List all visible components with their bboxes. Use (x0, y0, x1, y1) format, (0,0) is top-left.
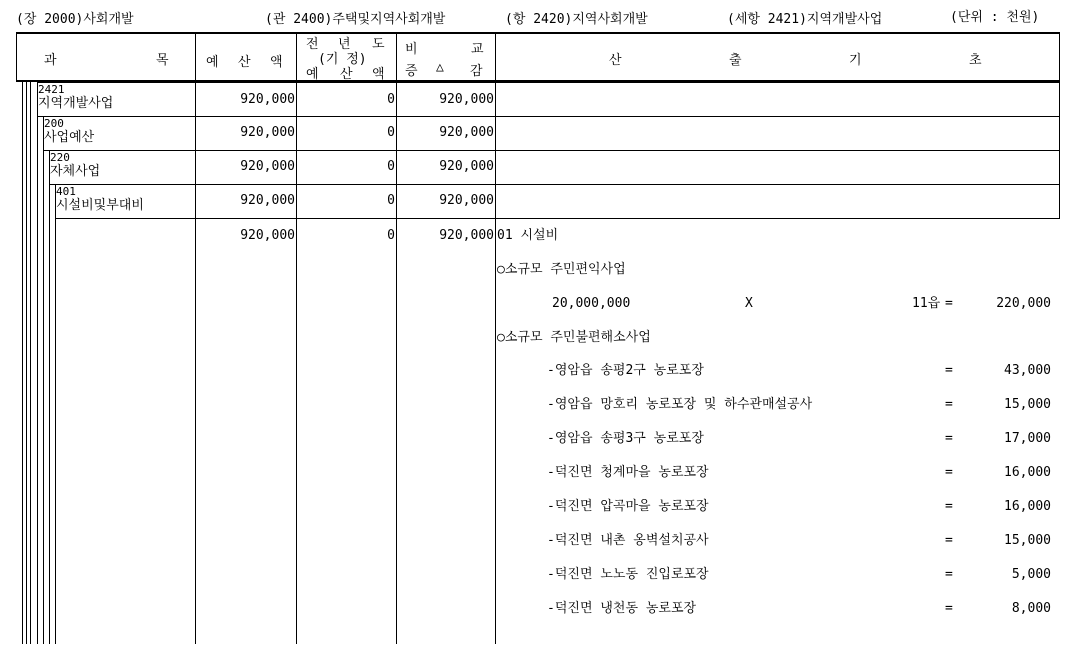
basis-group1: ○소규모 주민편익사업 (497, 262, 626, 277)
calc-eq: = (945, 296, 953, 311)
indent-line (55, 184, 56, 644)
indent-line (30, 82, 31, 644)
table-right-border (1059, 32, 1060, 82)
indent-line (26, 82, 27, 644)
basis-item-label: -영암읍 송평2구 농로포장 (547, 363, 704, 378)
row-budget: 920,000 (240, 125, 295, 140)
col-divider-prev (296, 32, 297, 644)
header-gwamok-1: 과 (44, 53, 57, 68)
basis-item-value: 43,000 (1004, 363, 1051, 378)
basis-item-eq: = (945, 363, 953, 378)
col-divider-compare (396, 32, 397, 644)
row-name: 지역개발사업 (38, 96, 114, 111)
header-prev-bot-3: 액 (372, 67, 385, 82)
row-budget: 920,000 (240, 92, 295, 107)
row-code: 220 (50, 151, 70, 164)
header-budget-1: 예 (206, 55, 219, 70)
basis-item-eq: = (945, 567, 953, 582)
row-code: 401 (56, 185, 76, 198)
jang-label: (장 2000)사회개발 (16, 12, 134, 27)
basis-item-label: -덕진면 노노동 진입로포장 (547, 567, 709, 582)
sehang-label: (세항 2421)지역개발사업 (727, 12, 883, 27)
indent-line (37, 82, 38, 644)
row-prev: 0 (387, 92, 395, 107)
rows-right-border (1059, 82, 1060, 219)
calc-times: X (745, 296, 753, 311)
header-compare-top-2: 교 (471, 42, 484, 57)
basis-item-value: 5,000 (1011, 567, 1051, 582)
basis-group2: ○소규모 주민불편해소사업 (497, 330, 651, 345)
row-code: 200 (44, 117, 64, 130)
row-separator (37, 116, 1059, 117)
row-prev: 0 (387, 125, 395, 140)
basis-item-eq: = (945, 499, 953, 514)
basis-item-eq: = (945, 601, 953, 616)
header-basis-4: 초 (969, 53, 982, 68)
basis-item-value: 15,000 (1004, 533, 1051, 548)
header-compare-top-1: 비 (405, 42, 418, 57)
header-basis-3: 기 (849, 53, 862, 68)
basis-item-label: -덕진면 청계마을 농로포장 (547, 465, 709, 480)
basis-item-value: 8,000 (1011, 601, 1051, 616)
col-divider-budget (195, 32, 196, 644)
indent-line (43, 116, 44, 644)
row-diff: 920,000 (439, 92, 494, 107)
row-name: 사업예산 (44, 130, 95, 145)
header-prev-bot-1: 예 (306, 67, 319, 82)
header-compare-bot-2: △ (436, 60, 444, 75)
header-prev-mid: (기 정) (318, 52, 367, 67)
header-compare-bot-3: 감 (470, 64, 483, 79)
row-diff: 920,000 (439, 125, 494, 140)
indent-line (49, 150, 50, 644)
row-separator (55, 218, 1059, 219)
header-basis-1: 산 (609, 53, 622, 68)
detail-diff: 920,000 (439, 228, 494, 243)
row-diff: 920,000 (439, 193, 494, 208)
table-top-border (16, 32, 1060, 34)
row-separator (43, 150, 1059, 151)
col-divider-basis (495, 32, 496, 644)
basis-item-eq: = (945, 431, 953, 446)
basis-item-label: -덕진면 내촌 옹벽설치공사 (547, 533, 709, 548)
basis-item-label: -덕진면 압곡마을 농로포장 (547, 499, 709, 514)
header-budget-3: 액 (270, 55, 283, 70)
header-compare-bot-1: 증 (405, 64, 418, 79)
basis-item-value: 16,000 (1004, 465, 1051, 480)
row-separator (37, 82, 1059, 83)
basis-item-eq: = (945, 533, 953, 548)
basis-item-eq: = (945, 397, 953, 412)
basis-item-value: 15,000 (1004, 397, 1051, 412)
calc-total: 220,000 (996, 296, 1051, 311)
row-name: 시설비및부대비 (56, 198, 144, 213)
basis-item-value: 16,000 (1004, 499, 1051, 514)
row-diff: 920,000 (439, 159, 494, 174)
header-basis-2: 출 (729, 53, 742, 68)
header-gwamok-2: 목 (156, 53, 169, 68)
detail-budget: 920,000 (240, 228, 295, 243)
row-code: 2421 (38, 83, 65, 96)
hang-label: (항 2420)지역사회개발 (505, 12, 648, 27)
basis-title: 01 시설비 (497, 228, 559, 243)
row-prev: 0 (387, 193, 395, 208)
gwan-label: (관 2400)주택및지역사회개발 (265, 12, 446, 27)
unit-label: (단위 : 천원) (950, 10, 1040, 25)
calc-count: 11읍 (912, 296, 941, 311)
basis-item-label: -영암읍 송평3구 농로포장 (547, 431, 704, 446)
header-prev-top-3: 도 (372, 37, 385, 52)
header-prev-top-2: 년 (338, 37, 351, 52)
table-left-border (16, 32, 17, 82)
detail-prev: 0 (387, 228, 395, 243)
row-budget: 920,000 (240, 193, 295, 208)
row-separator (49, 184, 1059, 185)
row-name: 자체사업 (50, 164, 101, 179)
row-budget: 920,000 (240, 159, 295, 174)
basis-item-eq: = (945, 465, 953, 480)
basis-item-value: 17,000 (1004, 431, 1051, 446)
basis-item-label: -덕진면 냉천동 농로포장 (547, 601, 697, 616)
row-prev: 0 (387, 159, 395, 174)
header-prev-top-1: 전 (306, 37, 319, 52)
indent-line (22, 82, 23, 644)
header-prev-bot-2: 산 (340, 67, 353, 82)
calc-amount: 20,000,000 (552, 296, 631, 311)
header-budget-2: 산 (238, 55, 251, 70)
basis-item-label: -영암읍 망호리 농로포장 및 하수관매설공사 (547, 397, 813, 412)
